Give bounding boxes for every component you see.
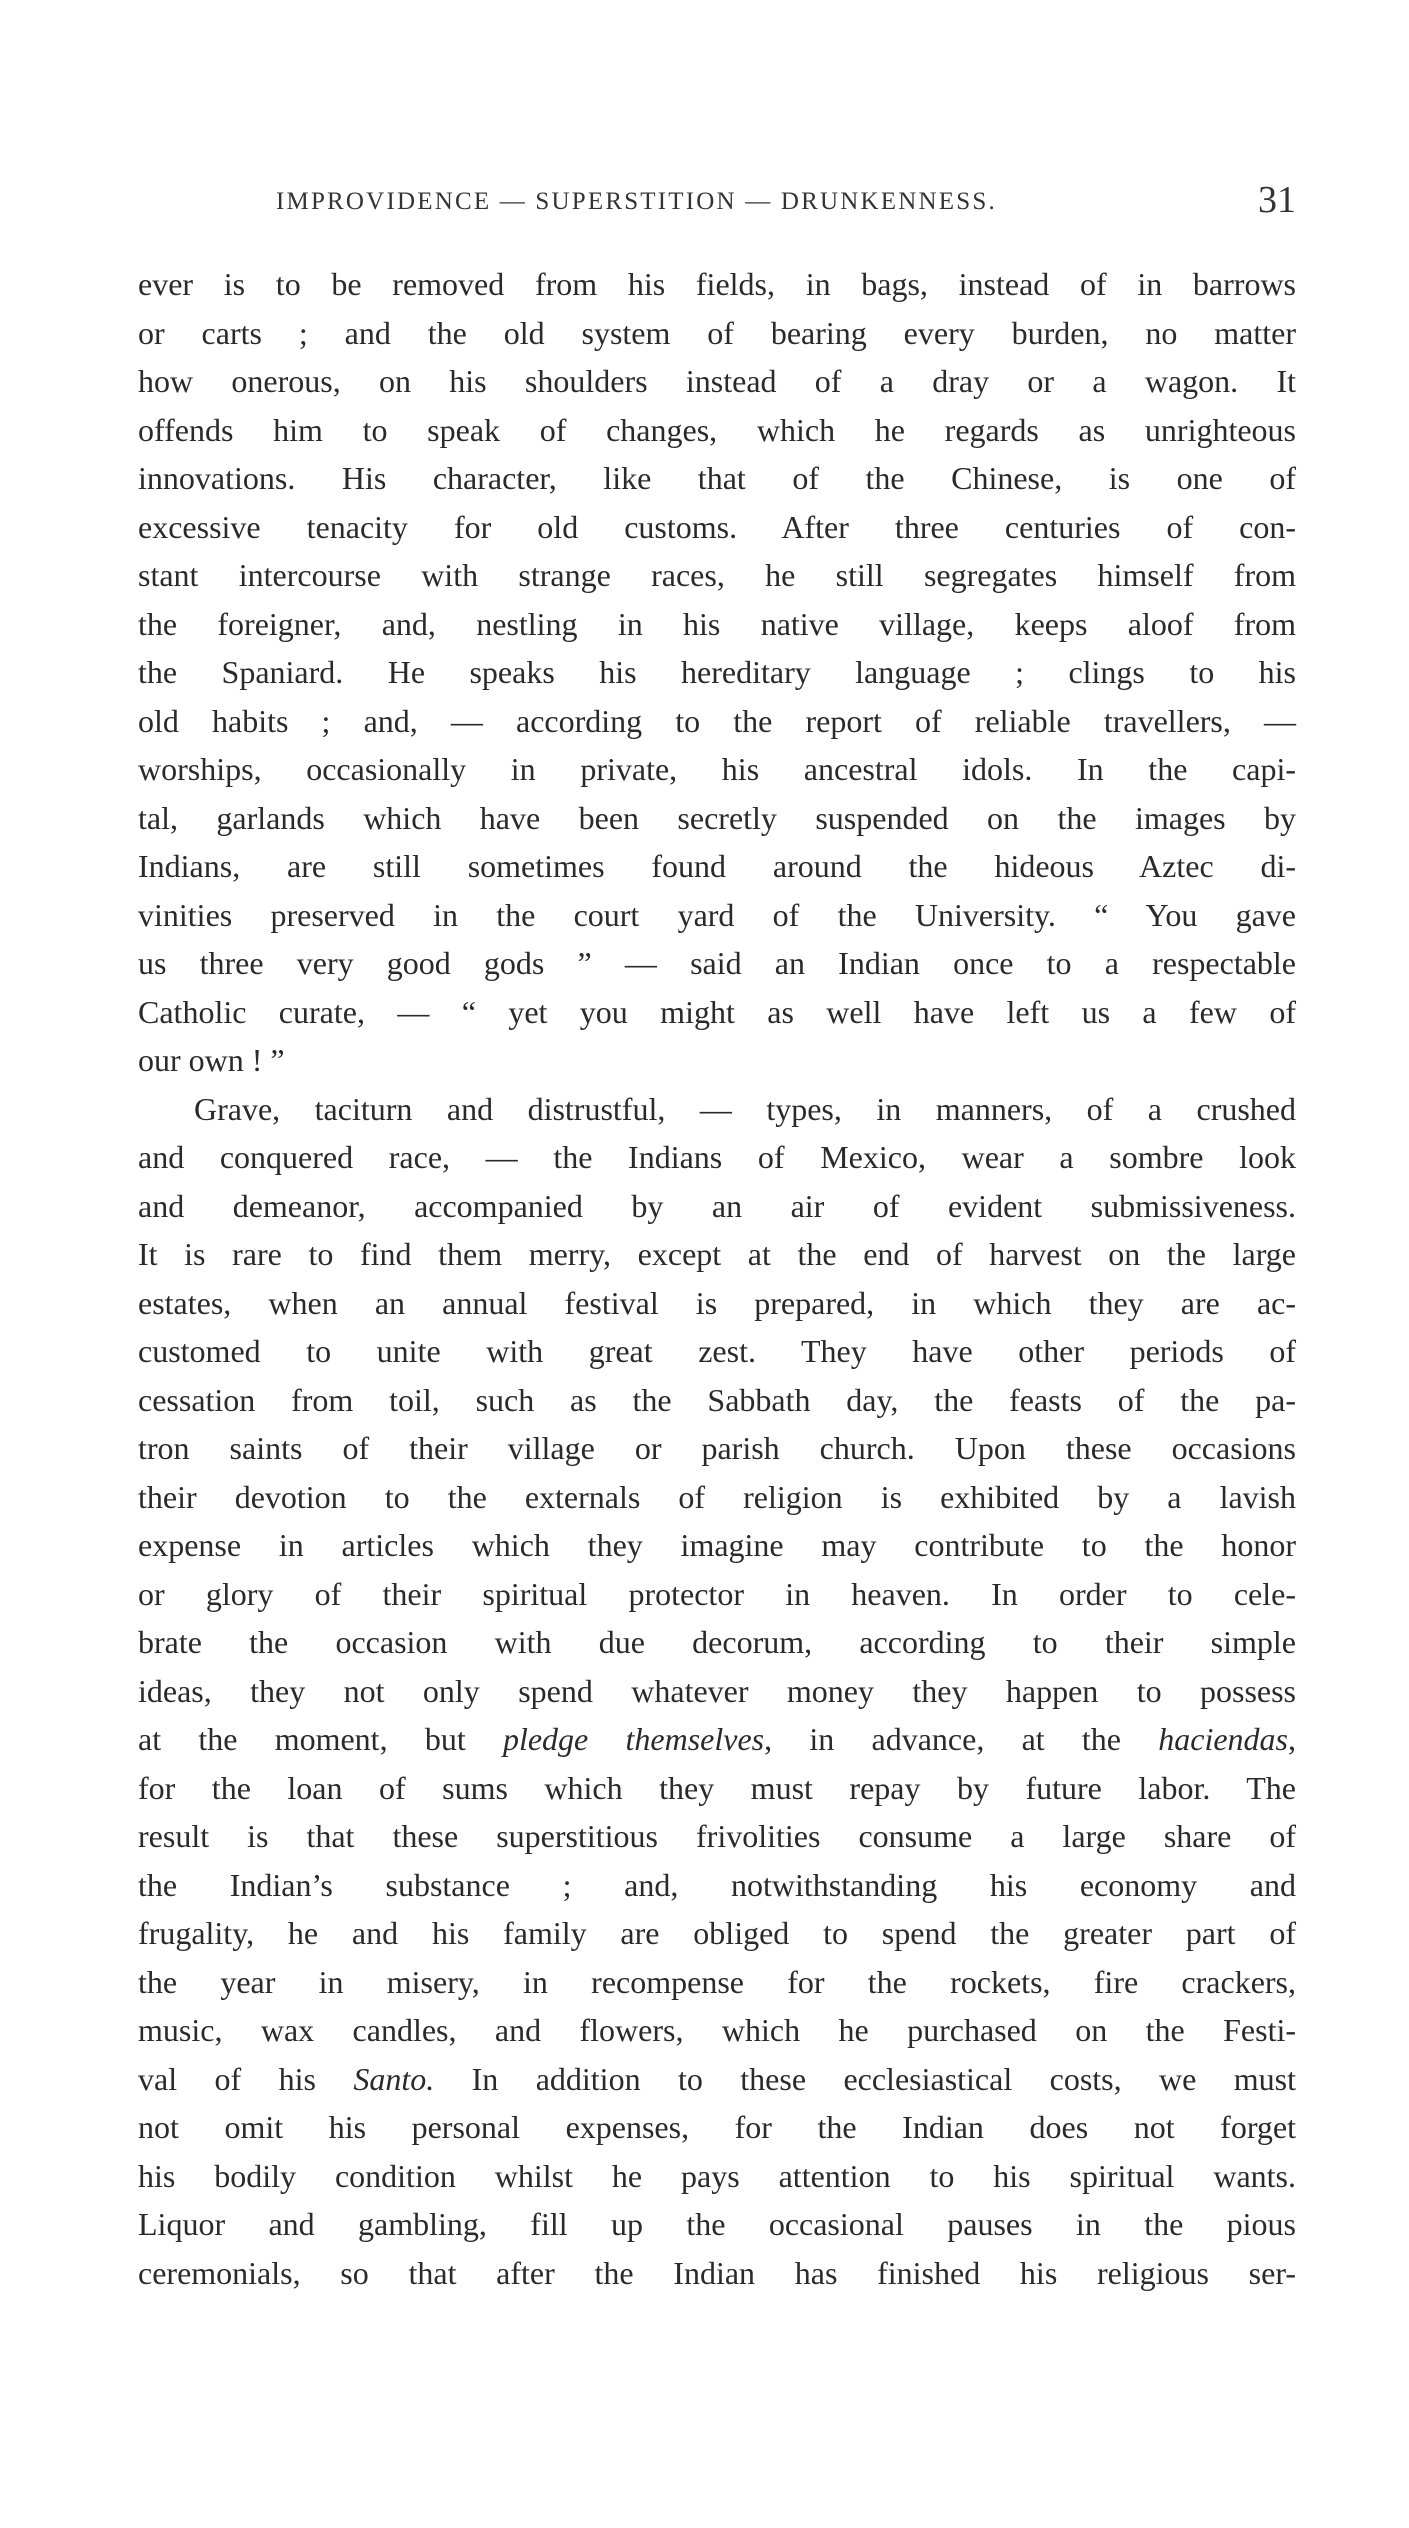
text-line: brate the occasion with due decorum, according to their simple xyxy=(138,1624,1296,1660)
text-line: worships, occasionally in private, his ancestral idols. In the capi- xyxy=(138,751,1296,787)
text-line: for the loan of sums which they must repay by future labor. The xyxy=(138,1769,1296,1806)
italic-word: haciendas xyxy=(1158,1721,1288,1757)
text-line: the year in misery, in recompense for the rockets, fire crackers, xyxy=(138,1963,1296,2000)
text-line: customed to unite with great zest. They have other periods of xyxy=(138,1333,1296,1369)
text-line: expense in articles which they imagine may contribute to the honor xyxy=(138,1527,1296,1563)
text-line: us three very good gods ” — said an Indian once to a respectable xyxy=(138,945,1296,981)
page-number: 31 xyxy=(1258,179,1296,221)
text-line: It is rare to find them merry, except at the end of harvest on the large xyxy=(138,1236,1296,1272)
text-line: frugality, he and his family are obliged to spend the greater part of xyxy=(138,1915,1296,1951)
text-segment: val of his xyxy=(138,2060,354,2097)
text-line: innovations. His character, like that of the Chinese, is one of xyxy=(138,460,1296,496)
text-segment: , in advance, at the xyxy=(764,1721,1159,1757)
italic-word: Santo. xyxy=(353,2060,435,2097)
text-line: the Indian’s substance ; and, notwithstanding his economy and xyxy=(138,1866,1296,1903)
text-line: old habits ; and, — according to the report of reliable travellers, — xyxy=(138,702,1296,739)
text-line: not omit his personal expenses, for the Indian does not forget xyxy=(138,2109,1296,2145)
text-line: his bodily condition whilst he pays attention to his spiritual wants. xyxy=(138,2157,1296,2194)
text-line: estates, when an annual festival is prepared, in which they are ac- xyxy=(138,1284,1296,1321)
text-segment: , xyxy=(1288,1721,1296,1757)
text-line: music, wax candles, and flowers, which he purchased on the Festi- xyxy=(138,2012,1296,2048)
text-segment: In addition to these ecclesiastical costs, we must xyxy=(434,2060,1297,2097)
paragraph-start-line: Grave, taciturn and distrustful, — types, in manners, of a crushed xyxy=(194,1090,1296,1127)
text-line: Indians, are still sometimes found around the hideous Aztec di- xyxy=(138,848,1296,884)
running-title: IMPROVIDENCE — SUPERSTITION — DRUNKENNESS. xyxy=(276,188,997,215)
text-line: tron saints of their village or parish church. Upon these occasions xyxy=(138,1430,1296,1466)
text-line: and demeanor, accompanied by an air of evident submissiveness. xyxy=(138,1187,1296,1224)
text-line: ideas, they not only spend whatever money they happen to possess xyxy=(138,1672,1296,1709)
text-line: the foreigner, and, nestling in his native village, keeps aloof from xyxy=(138,605,1296,642)
running-head xyxy=(138,178,1296,228)
text-line: how onerous, on his shoulders instead of a dray or a wagon. It xyxy=(138,363,1296,399)
text-line: ever is to be removed from his fields, in bags, instead of in barrows xyxy=(138,266,1296,302)
text-line: excessive tenacity for old customs. After three centuries of con- xyxy=(138,508,1296,545)
text-line-with-italics xyxy=(138,1715,1296,1764)
text-line: tal, garlands which have been secretly suspended on the images by xyxy=(138,799,1296,836)
italic-phrase: pledge themselves xyxy=(502,1721,765,1757)
text-line: offends him to speak of changes, which he regards as unrighteous xyxy=(138,411,1296,448)
text-line: ceremonials, so that after the Indian has finished his religious ser- xyxy=(138,2254,1296,2291)
text-line: or carts ; and the old system of bearing every burden, no matter xyxy=(138,314,1296,351)
text-line: the Spaniard. He speaks his hereditary language ; clings to his xyxy=(138,654,1296,690)
text-line: result is that these superstitious frivolities consume a large share of xyxy=(138,1818,1296,1854)
text-line: and conquered race, — the Indians of Mexico, wear a sombre look xyxy=(138,1139,1296,1175)
text-line: cessation from toil, such as the Sabbath day, the feasts of the pa- xyxy=(138,1381,1296,1418)
text-line: their devotion to the externals of religion is exhibited by a lavish xyxy=(138,1478,1296,1515)
text-segment: at the moment, but xyxy=(138,1721,503,1757)
text-line: Catholic curate, — “ yet you might as well have left us a few of xyxy=(138,993,1296,1030)
body-text xyxy=(138,260,1296,2297)
text-line: Liquor and gambling, fill up the occasional pauses in the pious xyxy=(138,2206,1296,2242)
text-line: vinities preserved in the court yard of the University. “ You gave xyxy=(138,896,1296,933)
text-line-with-italics xyxy=(138,2055,1296,2104)
text-line: stant intercourse with strange races, he still segregates himself from xyxy=(138,557,1296,593)
paragraph-end-line: our own ! ” xyxy=(138,1042,285,1078)
text-line: or glory of their spiritual protector in heaven. In order to cele- xyxy=(138,1575,1296,1612)
